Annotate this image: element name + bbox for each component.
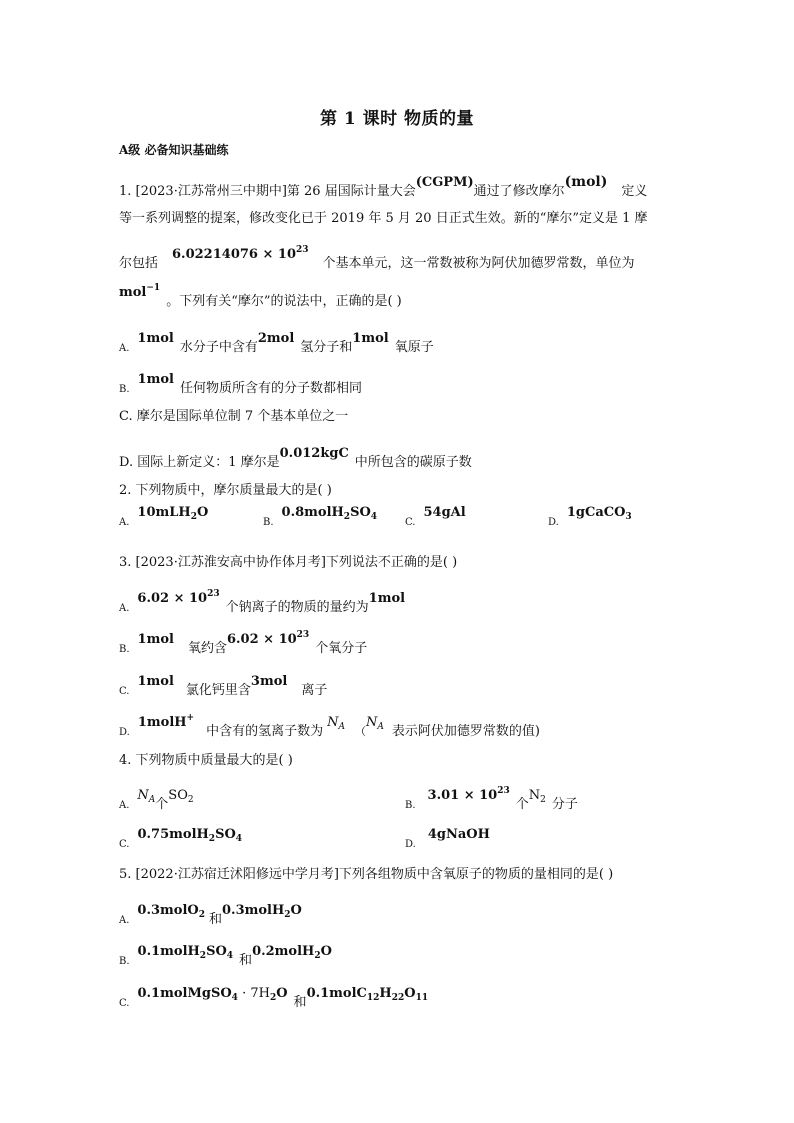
q1-line3 bbox=[119, 245, 635, 271]
q1-text: 尔包括 bbox=[119, 256, 159, 271]
q3-stem: 3. [2023·江苏淮安高中协作体月考]下列说法不正确的是( ) bbox=[119, 555, 458, 570]
q2-option-b: $B.0.8molH_2SO_4$ bbox=[263, 505, 378, 528]
q3-option-c: C.1mol氯化钙里含3mol离子 bbox=[119, 674, 328, 698]
q1-option-c: C. 摩尔是国际单位制 7 个基本单位之一 bbox=[119, 409, 349, 424]
unit-mol-inverse: mol$^{-1}$ bbox=[119, 283, 161, 300]
q5-option-c: C.0.1molMgSO$_4$ · $7H_2O$和$0.1molC_{12}H_{22}O_{11}$ bbox=[119, 986, 429, 1010]
q1-option-d: D. 国际上新定义：1 摩尔是0.012kgC中所包含的碳原子数 bbox=[119, 446, 472, 470]
q1-text: 1. [2023·江苏常州三中期中]第 26 届国际计量大会 bbox=[119, 184, 416, 199]
q1-text: 。下列有关“摩尔”的说法中，正确的是( ) bbox=[166, 294, 402, 309]
q1-text: 定义 bbox=[621, 184, 648, 199]
q5-option-a: A.0.3molO$_2$ 和0.3molH$_2$O bbox=[119, 903, 302, 927]
q4-stem: 4. 下列物质中质量最大的是( ) bbox=[119, 753, 293, 768]
q1-line4 bbox=[119, 283, 402, 309]
q1-text: 通过了修改摩尔 bbox=[473, 184, 565, 199]
q2-option-c: C.54gAl bbox=[405, 505, 466, 528]
q3-option-a: $A.6.02 \times 10^{23}$个钠离子的物质的量约为1mol bbox=[119, 589, 406, 615]
q1-mol: (mol) bbox=[564, 174, 608, 190]
q1-option-a: A.1mol水分子中含有2mol氢分子和1mol氧原子 bbox=[119, 331, 434, 355]
q1-text: 个基本单元，这一常数被称为阿伏加德罗常数，单位为 bbox=[322, 256, 635, 271]
q5-option-b: $B.0.1molH_2SO_4$ 和0.2molH$_2$O bbox=[119, 944, 332, 968]
q1-cgpm: (CGPM) bbox=[415, 175, 474, 190]
avogadro-number: $6.02214076 \times 10^{23}$ bbox=[172, 245, 309, 262]
q4-option-a: $A.N_A$个$SO_2$ bbox=[119, 788, 194, 812]
q2-stem: 2. 下列物质中，摩尔质量最大的是( ) bbox=[119, 483, 332, 498]
page-title: 第 1 课时 物质的量 bbox=[319, 109, 475, 129]
q3-option-b: B.1mol氧约含$6.02 \times 10^{23}$个氧分子 bbox=[119, 630, 368, 656]
q3-option-d: D.1molH+中含有的氢离子数为$N_A$ （$N_A$ 表示阿伏加德罗常数的值) bbox=[119, 713, 540, 739]
q5-stem: 5. [2022·江苏宿迁沭阳修远中学月考]下列各组物质中含氧原子的物质的量相同的是( ) bbox=[119, 867, 614, 882]
q4-option-b: $B.3.01 \times 10^{23}$个$N_2$ 分子 bbox=[405, 786, 578, 812]
q4-option-d: D.4gNaOH bbox=[405, 827, 490, 850]
q2-option-a: A.10mLH$_2$O bbox=[119, 505, 209, 528]
section-heading: A级 必备知识基础练 bbox=[119, 143, 229, 157]
q1-line2: 等一系列调整的提案，修改变化已于 2019 年 5 月 20 日正式生效。新的“摩尔”定义是 1 摩 bbox=[119, 211, 648, 226]
q2-option-d: D.1gCaCO$_3$ bbox=[548, 505, 632, 528]
q1-option-b: B.1mol任何物质所含有的分子数都相同 bbox=[119, 372, 362, 396]
q4-option-c: $C.0.75molH_2SO_4$ bbox=[119, 827, 243, 850]
q1-line1 bbox=[119, 174, 648, 199]
